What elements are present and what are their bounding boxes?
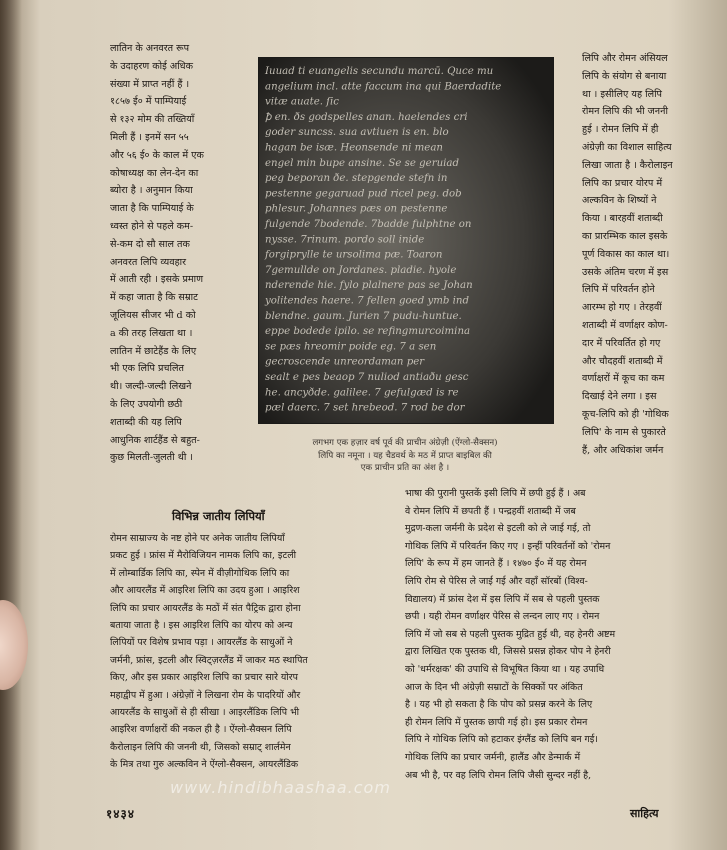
manuscript-line: se pæs hreomir poide eg. 7 a sen (265, 341, 437, 353)
text-line: गोथिक लिपि का प्रचार जर्मनी, हालैंड और डेन्मार्क में (405, 751, 581, 763)
text-line: से-कम दो सौ साल तक (110, 238, 190, 250)
middle-continuation-column (405, 485, 693, 784)
text-line: था । इसीलिए यह लिपि (582, 88, 663, 100)
text-line: थी। जल्दी-जल्दी लिखने (110, 381, 192, 393)
text-line: गोथिक लिपि में परिवर्तन किए गए । इन्हीं परिवर्तनों को 'रोमन (405, 540, 611, 552)
text-line: कुछ मिलती-जुलती थी । (110, 452, 193, 464)
text-line: किया । बारहवीं शताब्दी (582, 213, 663, 225)
text-line: पूर्ण विकास का काल था। (582, 248, 670, 260)
text-line: अंग्रेज़ी का विशाल साहित्य (582, 141, 672, 153)
manuscript-line: Iuuad ti euangelis secundu marcū. Quce mu (265, 66, 494, 77)
manuscript-line: ꝥ en. ðs godspelles anan. haelendes cri (265, 111, 468, 123)
text-line: और चौदहवीं शताब्दी में (582, 355, 663, 367)
manuscript-line: peg beporan ðe. stepgende stefn in (265, 173, 448, 185)
binding-shadow (0, 0, 22, 850)
manuscript-line: goder suncss. sua avtiuen is en. blo (265, 127, 449, 139)
text-line: भी एक लिपि प्रचलित (110, 363, 184, 375)
watermark: www.hindibhaashaa.com (170, 778, 391, 797)
manuscript-line: sealt e pes beaop 7 nuliod antiaðu gesc (265, 372, 469, 383)
text-line: लिखा जाता है । कैरोलाइन (582, 159, 673, 171)
text-line: रोमन साम्राज्य के नष्ट होने पर अनेक जातीय लिपियाँ (110, 533, 285, 544)
manuscript-line: pestenne gegaruad pud ricel peg. dob (265, 188, 462, 200)
text-line: के मित्र तथा गुरु अल्कविन ने ऐंग्लो-सैक्सन, आयरलैंडिक (110, 759, 299, 771)
manuscript-line: phlesur. Johannes pæs on pestenne (265, 203, 448, 215)
manuscript-line: blendne. gaum. Jurien 7 pudu-huntue. (265, 310, 462, 322)
text-line: दिखाई देने लगा । इस (582, 391, 657, 403)
text-line: वर्णाक्षरों में कूच का कम (582, 373, 665, 385)
text-line: महाद्वीप में हुआ । अंग्रेज़ों ने लिखना रोम के पादरियों और (110, 689, 301, 701)
text-line: १८५७ ई० में पाम्पियाई (110, 96, 187, 108)
text-line: आरम्भ हो गए । तेरहवीं (582, 302, 662, 314)
text-line: भाषा की पुरानी पुस्तकें इसी लिपि में छपी हुई हैं । अब (405, 488, 586, 499)
manuscript-line: nysse. 7rinum. pordo soll inide (265, 234, 425, 246)
text-line: में लोम्बार्डिक लिपि का, स्पेन में वीज़ीगोथिक लिपि का (110, 567, 290, 579)
text-line: उसके अंतिम चरण में इस (582, 266, 669, 278)
text-line: जूलियस सीजर भी d को (110, 309, 196, 321)
text-line: के उदाहरण कोई अधिक (110, 60, 193, 72)
text-line: में कहा जाता है कि सम्राट (110, 292, 198, 304)
text-line: शताब्दी में वर्णाक्षर कोण- (582, 319, 668, 331)
text-line: शताब्दी की यह लिपि (110, 416, 182, 428)
text-line: लिपियों पर विशेष प्रभाव पड़ा । आयरलैंड के साधुओं ने (110, 637, 293, 649)
text-line: मिली हैं । इनमें सन ५५ (110, 131, 189, 143)
text-line: द्वारा लिखित एक पुस्तक थी, जिससे प्रसन्न होकर पोप ने हेनरी (405, 646, 611, 658)
text-line: वे रोमन लिपि में छपती हैं । पन्द्रहवीं शताब्दी में जब (405, 505, 576, 517)
text-line: विद्यालय) में फ्रांस देश में इस लिपि में सब से पहली पुस्तक (405, 593, 600, 605)
text-line: ही रोमन लिपि में पुस्तक छापी गई हो। इस प्रकार रोमन (405, 716, 588, 728)
manuscript-line: fulgende 7bodende. 7badde fulphtne on (265, 219, 472, 230)
text-line: लिपि के संयोग से बनाया (582, 70, 667, 82)
text-line: जर्मनी, फ्रांस, इटली और स्विट्ज़रलैंड में जाकर मठ स्थापित (110, 654, 308, 666)
text-line: को 'धर्मरक्षक' की उपाधि से विभूषित किया था । यह उपाधि (405, 663, 605, 675)
text-line: लिपि का प्रचार योरप में (582, 177, 663, 189)
text-line: लातिन में छाटेहैंड के लिए (110, 345, 197, 357)
manuscript-line: nderende hie. fylo plalnere pas se Johan (265, 280, 473, 292)
text-line: ध्वस्त होने से पहले कम- (110, 220, 194, 232)
manuscript-line: yolitendes haere. 7 fellen goed ymb ind (265, 295, 469, 307)
text-line: लिपि का प्रचार आयरलैंड के मठों में संत पैट्रिक द्वारा होना (110, 602, 301, 614)
manuscript-line: pæl daerc. 7 set hrebeod. 7 rod be dor (265, 402, 465, 414)
text-line: दार में परिवर्तित हो गए (582, 337, 661, 349)
text-line: लिपि' के रूप में हम जानते हैं । १४७० ई० में यह रोमन (405, 558, 587, 570)
thumb (0, 600, 28, 690)
manuscript-line: vitæ auate. ſic (265, 96, 339, 108)
text-line: हैं, और अधिकांश जर्मन (582, 444, 664, 456)
text-line: आज के दिन भी अंग्रेज़ी सम्राटों के सिक्कों पर अंकित (405, 681, 583, 693)
manuscript-line: hagan be isæ. Heonsende ni mean (265, 142, 443, 154)
text-line: हुई । रोमन लिपि में ही (582, 124, 659, 136)
manuscript-figure (258, 57, 554, 424)
caption-line: लगभग एक हज़ार वर्ष पूर्व की प्राचीन अंग्रेज़ी (ऐंग्लो-सैक्सन) (312, 438, 498, 448)
text-line: प्रकट हुई । फ्रांस में मैरोविजियन नामक लिपि का, इटली (110, 550, 297, 562)
text-line: छपी । यही रोमन वर्णाक्षर पेरिस से लन्दन लाए गए । रोमन (405, 611, 600, 623)
text-line: लिपि में परिवर्तन होने (582, 284, 655, 296)
section-heading: विभिन्न जातीय लिपियाँ (172, 509, 265, 523)
left-column (110, 40, 238, 467)
manuscript-line: engel min bupe ansine. Se se geruiad (265, 157, 459, 169)
text-line: अल्कविन के शिष्यों ने (582, 195, 657, 207)
text-line: रोमन लिपि की भी जननी (582, 106, 668, 118)
text-line: लिपि रोम से पेरिस ले जाई गई और वहाँ सॉरबों (विश्व- (405, 575, 588, 587)
text-line: कूच-लिपि को ही 'गोथिक (582, 408, 669, 420)
manuscript-line: angelium incl. atte faccum ina qui Baerdadite (265, 81, 502, 93)
bottom-left-column (110, 530, 395, 774)
text-line: में आती रही । इसके प्रमाण (110, 274, 204, 286)
text-line: मुद्रण-कला जर्मनी के प्रदेश से इटली को ले जाई गई, तो (405, 523, 591, 535)
manuscript-line: eppe bodede ipilo. se refingmurcoimina (265, 326, 471, 338)
text-line: है । यह भी हो सकता है कि पोप को प्रसन्न करने के लिए (405, 699, 593, 711)
text-line: और ५६ ई० के काल में एक (110, 149, 204, 161)
caption-line: एक प्राचीन प्रति का अंश है । (360, 463, 450, 474)
manuscript-line: 7gemullde on Jordanes. pladie. hyole (265, 264, 457, 276)
text-line: आइरिश वर्णाक्षरों की नकल ही है । ऐंग्लो-सैक्सन लिपि (110, 724, 292, 736)
text-line: का प्रारम्भिक काल इसके (582, 230, 668, 242)
text-line: किए, और इस प्रकार आइरिश लिपि का प्रचार सारे योरप (110, 672, 298, 684)
caption-line: लिपि का नमूना । यह चैडवर्थ के मठ में प्राप्त बाइबिल की (318, 450, 492, 461)
text-line: कैरोलाइन लिपि की जननी थी, जिसको सम्राट् शार्लमेन (110, 741, 291, 753)
text-line: a की तरह लिखता था । (110, 327, 193, 339)
text-line: अनवरत लिपि व्यवहार (110, 256, 187, 268)
text-line: और आयरलैंड में आइरिश लिपि का उदय हुआ । आइरिश (110, 585, 300, 597)
text-line: जाता है कि पाम्पियाई के (110, 203, 194, 215)
text-line: लिपि में जो सब से पहली पुस्तक मुद्रित हुई थी, वह हेनरी अष्टम (405, 628, 616, 640)
text-line: लिपि और रोमन अंसियल (582, 53, 668, 64)
text-line: आधुनिक शार्टहैंड से बहुत- (110, 434, 200, 446)
text-line: आयरलैंड के साधुओं से ही सीखा । आइरलैंडिक लिपि भी (110, 707, 300, 719)
manuscript-line: gecroscende unreordaman per (265, 356, 425, 368)
manuscript-line: he. ancyðde. galilee. 7 gefulgæd is re (265, 387, 459, 399)
text-line: के लिए उपयोगी छठी (110, 398, 183, 410)
section-name: साहित्य (630, 807, 659, 820)
text-line: कोषाध्यक्ष का लेन-देन का (110, 167, 199, 179)
text-line: से १३२ मोम की तख्तियाँ (110, 114, 195, 126)
text-line: संख्या में प्राप्त नहीं हैं । (110, 78, 190, 90)
text-line: लातिन के अनवरत रूप (110, 43, 190, 54)
manuscript-line: forgiprylle te ursolima pæ. Toaron (265, 249, 443, 261)
text-line: बताया जाता है । इस आइरिश लिपि का योरप को अन्य (110, 620, 293, 632)
manuscript-image (259, 58, 553, 423)
right-column (582, 50, 700, 459)
text-line: ब्योरा है । अनुमान किया (110, 185, 193, 197)
figure-caption (255, 437, 555, 475)
text-line: लिपि' के नाम से पुकारते (582, 426, 666, 438)
text-line: अब भी है, पर वह लिपि रोमन लिपि जैसी सुन्दर नहीं है, (405, 769, 592, 781)
page-number: १४३४ (106, 807, 135, 821)
text-line: लिपि ने गोथिक लिपि को हटाकर इंग्लैंड को लिपि बन गई। (405, 734, 598, 746)
